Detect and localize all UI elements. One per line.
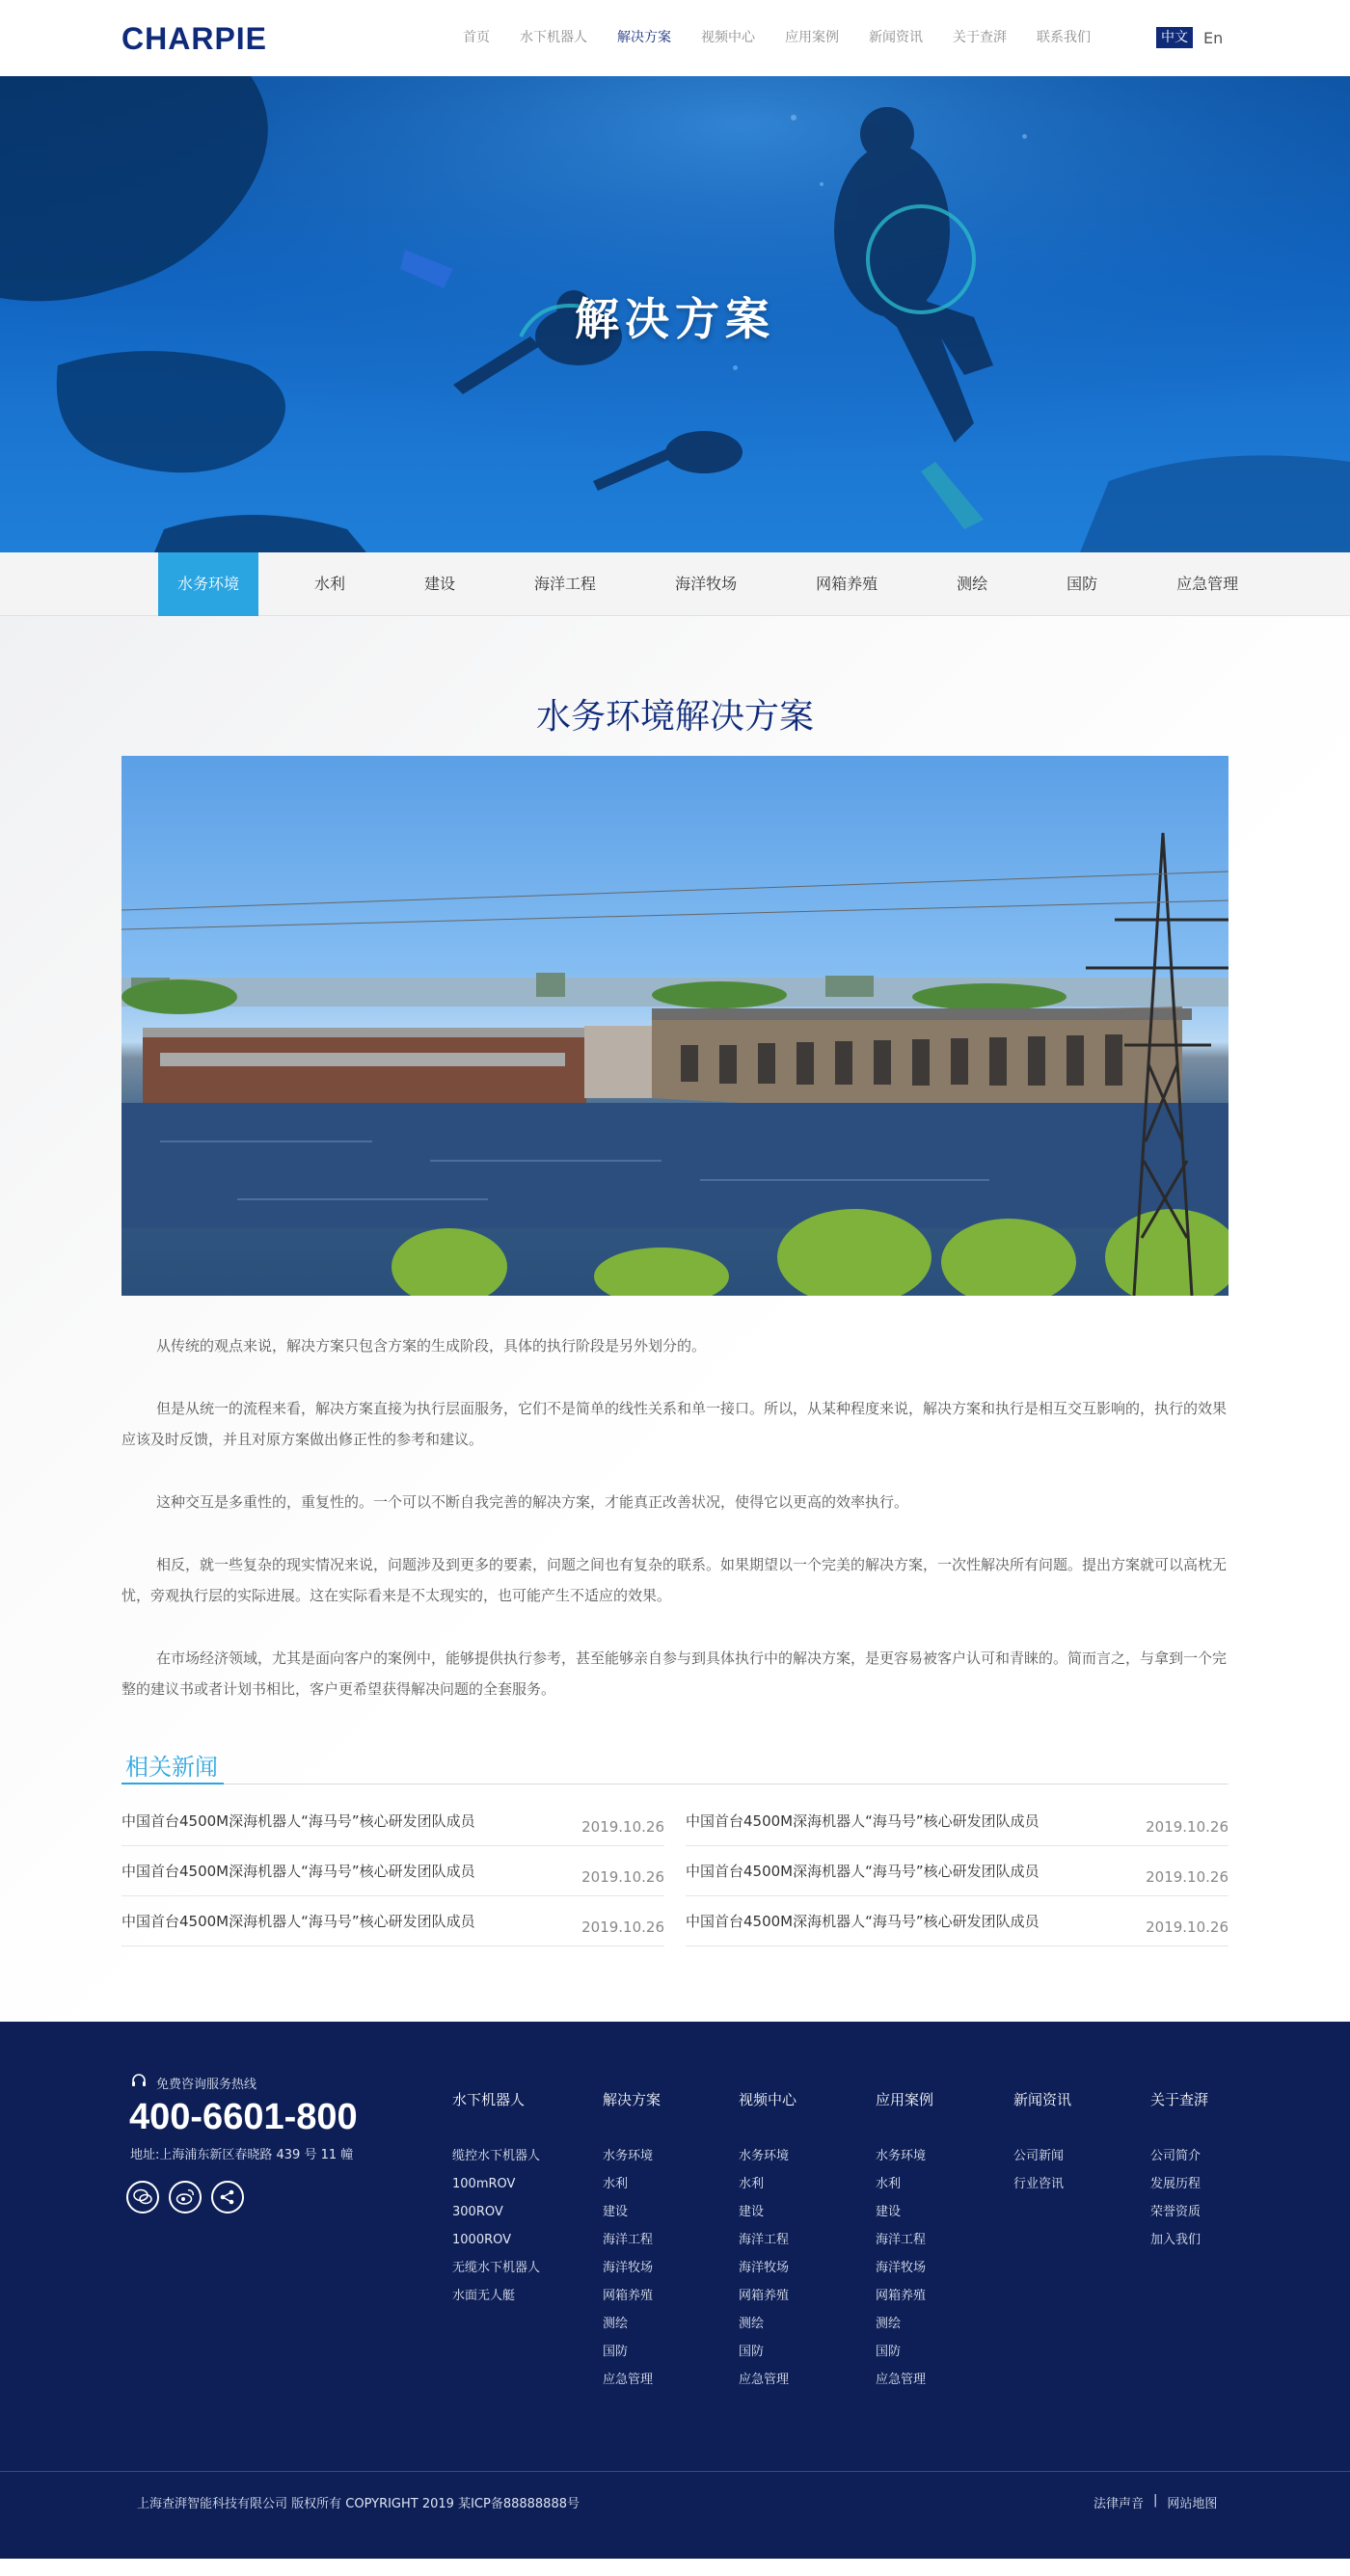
tab-water-conservancy[interactable]: 水利 [314,575,346,593]
paragraph: 相反，就一些复杂的现实情况来说，问题涉及到更多的要素，问题之间也有复杂的联系。如果期望以一个完美的解决方案，一次性解决所有问题。提出方案就可以高枕无忧，旁观执行层的实际进展。这在实际看来是不太现实的，也可能产生不适应的效果。 [122,1556,1228,1604]
tab-construction[interactable]: 建设 [424,575,456,593]
news-date: 2019.10.26 [581,1918,664,1936]
related-news-header [122,1736,1228,1784]
footer-column-solutions [603,2089,661,2394]
footer-link[interactable]: 网箱养殖 [876,2289,927,2303]
footer-link[interactable]: 测绘 [876,2317,902,2331]
paragraph: 这种交互是多重性的，重复性的。一个可以不断自我完善的解决方案，才能真正改善状况，使得它以更高的效率执行。 [156,1493,909,1511]
footer-link[interactable]: 海洋牧场 [603,2261,654,2275]
news-column-right [686,1796,1228,1946]
footer-bottom-bar [0,2471,1350,2558]
footer-link[interactable]: 1000ROV [452,2233,512,2247]
hotline-number: 400-6601-800 [129,2097,358,2137]
news-title[interactable]: 中国首台4500M深海机器人“海马号”核心研发团队成员 [122,1913,475,1930]
tab-defense[interactable]: 国防 [1066,575,1098,593]
footer-column-heading: 新闻资讯 [1013,2091,1072,2108]
paragraph: 但是从统一的流程来看，解决方案直接为执行层面服务，它们不是简单的线性关系和单一接口。所以，从某种程度来说，解决方案和执行是相互交互影响的，执行的效果应该及时反馈，并且对原方案做出修正性的参考和建议。 [122,1400,1228,1448]
footer-link[interactable]: 国防 [876,2345,902,2359]
nav-item-cases[interactable]: 应用案例 [785,30,839,45]
sitemap-link[interactable]: 网站地图 [1167,2497,1218,2511]
footer-column-videos [739,2089,796,2394]
news-date: 2019.10.26 [581,1817,664,1836]
lang-zh-button[interactable]: 中文 [1156,27,1193,48]
logo[interactable]: CHARPIE [122,21,268,56]
footer-link[interactable]: 100mROV [452,2177,516,2191]
footer-link[interactable]: 海洋工程 [739,2233,790,2247]
footer-link[interactable]: 网箱养殖 [603,2289,654,2303]
nav-item-news[interactable]: 新闻资讯 [869,30,923,45]
headset-icon [131,2073,147,2092]
social-links [126,2181,254,2214]
separator: | [1153,2493,1158,2508]
footer-link[interactable]: 国防 [739,2345,765,2359]
footer-column-news [1013,2089,1071,2198]
footer-link[interactable]: 测绘 [603,2317,629,2331]
footer-link[interactable]: 水务环境 [739,2149,790,2163]
footer-column-heading: 解决方案 [603,2091,662,2108]
footer-link[interactable]: 行业咨讯 [1013,2177,1065,2191]
footer-link[interactable]: 建设 [876,2205,902,2219]
footer-link[interactable]: 荣誉资质 [1150,2205,1202,2219]
footer-link[interactable]: 300ROV [452,2205,503,2219]
copyright-text: 上海查湃智能科技有限公司 版权所有 COPYRIGHT 2019 某ICP备88888888号 [137,2497,580,2511]
footer-link[interactable]: 无缆水下机器人 [452,2261,541,2275]
footer-link[interactable]: 水务环境 [876,2149,927,2163]
news-title[interactable]: 中国首台4500M深海机器人“海马号”核心研发团队成员 [686,1913,1040,1930]
tab-emergency[interactable]: 应急管理 [1176,575,1239,593]
site-header [0,0,1350,76]
main-nav [463,27,1120,46]
banner-title: 解决方案 [575,293,775,345]
solution-description [122,1296,1228,1704]
company-address: 地址:上海浦东新区春晓路 439 号 11 幢 [130,2148,354,2162]
footer-link[interactable]: 缆控水下机器人 [452,2149,541,2163]
footer-link[interactable]: 水务环境 [603,2149,654,2163]
legal-notice-link[interactable]: 法律声音 [1094,2497,1145,2511]
footer-link[interactable]: 发展历程 [1150,2177,1202,2191]
footer-link[interactable]: 测绘 [739,2317,765,2331]
news-item[interactable] [122,1796,664,1846]
news-item[interactable] [122,1896,664,1946]
paragraph: 在市场经济领域，尤其是面向客户的案例中，能够提供执行参考，甚至能够亲自参与到具体执行中的解决方案，是更容易被客户认可和青睐的。简而言之，与拿到一个完整的建议书或者计划书相比，客户更希望获得解决问题的全套服务。 [122,1650,1228,1698]
tab-water-environment[interactable]: 水务环境 [158,552,258,616]
weibo-icon[interactable] [169,2181,202,2214]
nav-item-about[interactable]: 关于查湃 [953,30,1007,45]
footer-column-heading: 水下机器人 [452,2091,526,2108]
heading-underline [122,1783,224,1784]
lang-en-button[interactable]: En [1203,28,1224,47]
site-footer [0,2022,1350,2559]
page-banner [0,76,1350,552]
main-content [0,616,1350,2022]
tab-ocean-engineering[interactable]: 海洋工程 [534,575,597,593]
dam-photo [122,756,1228,1296]
paragraph: 从传统的观点来说，解决方案只包含方案的生成阶段，具体的执行阶段是另外划分的。 [156,1337,707,1355]
footer-link[interactable]: 水利 [876,2177,902,2191]
footer-link[interactable]: 海洋工程 [876,2233,927,2247]
footer-link[interactable]: 国防 [603,2345,629,2359]
footer-link[interactable]: 海洋工程 [603,2233,654,2247]
news-title[interactable]: 中国首台4500M深海机器人“海马号”核心研发团队成员 [122,1863,475,1880]
footer-column-robots [452,2089,540,2310]
footer-link[interactable]: 水面无人艇 [452,2289,516,2303]
bubble [791,115,796,121]
news-title[interactable]: 中国首台4500M深海机器人“海马号”核心研发团队成员 [686,1812,1040,1830]
news-column-left [122,1796,664,1946]
footer-link[interactable]: 建设 [603,2205,629,2219]
news-item[interactable] [122,1846,664,1896]
language-switcher [1156,27,1223,48]
news-item[interactable] [686,1896,1228,1946]
hydro-dam-image [122,756,1228,1296]
wechat-icon[interactable] [126,2181,159,2214]
footer-link[interactable]: 网箱养殖 [739,2289,790,2303]
hotline-label: 免费咨询服务热线 [156,2078,257,2092]
footer-link[interactable]: 水利 [603,2177,629,2191]
footer-link[interactable]: 加入我们 [1150,2233,1202,2247]
footer-link[interactable]: 海洋牧场 [876,2261,927,2275]
tab-ocean-ranch[interactable]: 海洋牧场 [675,575,738,593]
footer-link[interactable]: 公司简介 [1150,2149,1202,2163]
bubble [820,182,824,186]
news-title[interactable]: 中国首台4500M深海机器人“海马号”核心研发团队成员 [686,1863,1040,1880]
nav-item-solutions[interactable]: 解决方案 [617,30,671,45]
news-item[interactable] [686,1846,1228,1896]
share-icon[interactable] [211,2181,244,2214]
nav-item-robots[interactable]: 水下机器人 [520,30,587,45]
news-date: 2019.10.26 [1146,1867,1228,1886]
news-date: 2019.10.26 [1146,1817,1228,1836]
news-item[interactable] [686,1796,1228,1846]
solution-tabs [0,552,1350,616]
news-date: 2019.10.26 [1146,1918,1228,1936]
related-news-heading: 相关新闻 [125,1754,218,1781]
nav-item-contact[interactable]: 联系我们 [1037,30,1091,45]
footer-column-heading: 视频中心 [739,2091,797,2108]
bubble [1022,134,1027,139]
footer-link[interactable]: 应急管理 [603,2373,654,2387]
nav-item-videos[interactable]: 视频中心 [701,30,755,45]
footer-column-heading: 应用案例 [876,2091,934,2108]
related-news [122,1736,1228,2022]
page-title: 水务环境解决方案 [535,697,814,737]
bubble [733,365,738,370]
tab-surveying[interactable]: 测绘 [957,575,988,593]
footer-link[interactable]: 海洋牧场 [739,2261,790,2275]
news-date: 2019.10.26 [581,1867,664,1886]
footer-column-about [1150,2089,1208,2254]
nav-item-home[interactable]: 首页 [463,30,490,45]
news-title[interactable]: 中国首台4500M深海机器人“海马号”核心研发团队成员 [122,1812,475,1830]
footer-link[interactable]: 应急管理 [876,2373,927,2387]
tab-cage-farming[interactable]: 网箱养殖 [816,575,878,593]
footer-column-cases [876,2089,933,2394]
footer-column-heading: 关于查湃 [1150,2091,1209,2108]
footer-link[interactable]: 水利 [739,2177,765,2191]
footer-legal-links [1094,2493,1217,2511]
footer-link[interactable]: 应急管理 [739,2373,790,2387]
footer-link[interactable]: 公司新闻 [1013,2149,1065,2163]
footer-link[interactable]: 建设 [739,2205,765,2219]
